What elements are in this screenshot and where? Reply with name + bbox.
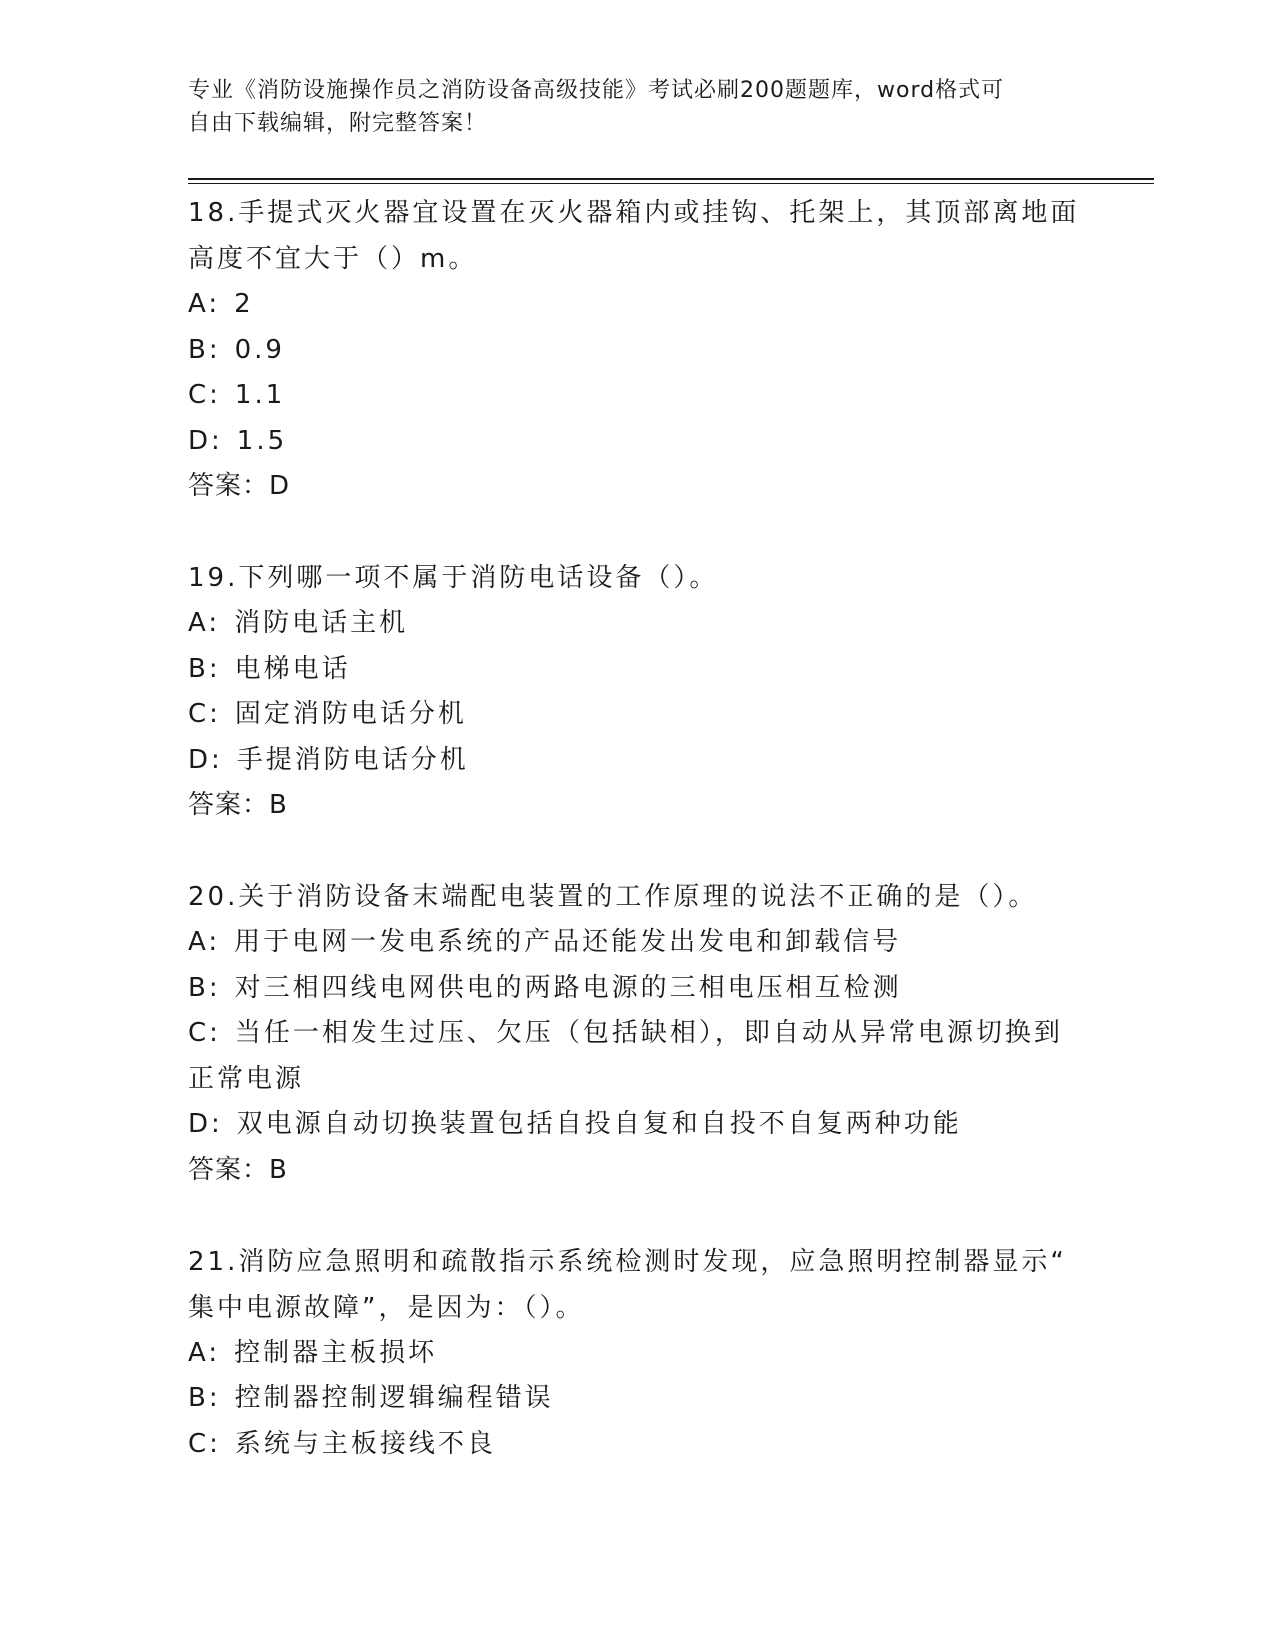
option-text: 电梯电话 — [234, 653, 351, 684]
option-text: 控制器主板损坏 — [234, 1337, 438, 1368]
option-text: 消防电话主机 — [234, 608, 409, 638]
option-key: A: — [188, 289, 221, 319]
option-key: B: — [188, 653, 221, 684]
option-key: C: — [188, 699, 221, 729]
option-a — [188, 920, 1088, 966]
option-c — [188, 373, 1088, 419]
option-c-continued: 正常电源 — [188, 1063, 305, 1094]
question-18 — [188, 190, 1088, 509]
option-c — [188, 1422, 1088, 1468]
header-line-1: 专业《消防设施操作员之消防设备高级技能》考试必刷200题题库，word格式可 — [188, 78, 1005, 103]
option-a — [188, 1331, 1088, 1377]
option-a — [188, 282, 1088, 328]
header-divider-thick — [188, 178, 1154, 180]
answer-text: 答案：B — [188, 1154, 288, 1185]
option-key: C: — [188, 380, 221, 410]
answer-text: 答案：B — [188, 790, 288, 820]
option-key: A: — [188, 608, 221, 638]
option-key: A: — [188, 1337, 221, 1368]
answer-text: 答案：D — [188, 471, 291, 501]
question-text: 21.消防应急照明和疏散指示系统检测时发现，应急照明控制器显示“ — [188, 1246, 1067, 1277]
question-text: 20.关于消防设备末端配电装置的工作原理的说法不正确的是（）。 — [188, 882, 1038, 912]
option-key: C: — [188, 1018, 221, 1048]
option-text: 2 — [234, 289, 254, 319]
option-key: C: — [188, 1428, 221, 1459]
option-key: B: — [188, 972, 221, 1003]
option-key: B: — [188, 334, 221, 365]
header-line-2: 自由下载编辑，附完整答案！ — [188, 111, 488, 136]
option-c — [188, 1011, 1088, 1057]
option-text: 1.1 — [234, 380, 286, 410]
option-text: 双电源自动切换装置包括自投自复和自投不自复两种功能 — [236, 1109, 962, 1139]
option-text: 1.5 — [236, 425, 288, 456]
question-text-continued: 高度不宜大于（）m。 — [188, 244, 478, 274]
document-header — [188, 74, 1068, 140]
option-c — [188, 692, 1088, 738]
question-20 — [188, 874, 1088, 1193]
question-list — [188, 190, 1088, 1513]
question-19 — [188, 555, 1088, 828]
option-text: 用于电网一发电系统的产品还能发出发电和卸载信号 — [234, 927, 902, 957]
option-key: D: — [188, 744, 223, 775]
option-b — [188, 647, 1088, 693]
option-text: 0.9 — [234, 334, 285, 365]
option-key: A: — [188, 927, 221, 957]
option-key: D: — [188, 1109, 223, 1139]
option-d — [188, 1102, 1088, 1148]
header-divider-thin — [188, 183, 1154, 184]
option-b — [188, 1376, 1088, 1422]
option-b — [188, 966, 1088, 1012]
question-text-continued: 集中电源故障”，是因为：（）。 — [188, 1292, 585, 1323]
question-21 — [188, 1239, 1088, 1468]
question-text: 19.下列哪一项不属于消防电话设备（）。 — [188, 563, 719, 593]
option-text: 当任一相发生过压、欠压（包括缺相），即自动从异常电源切换到 — [234, 1018, 1063, 1048]
option-d — [188, 738, 1088, 784]
option-text: 手提消防电话分机 — [236, 744, 469, 775]
option-b — [188, 328, 1088, 374]
option-text: 控制器控制逻辑编程错误 — [234, 1383, 554, 1413]
option-text: 系统与主板接线不良 — [234, 1428, 496, 1459]
option-d — [188, 419, 1088, 465]
question-text: 18.手提式灭火器宜设置在灭火器箱内或挂钩、托架上，其顶部离地面 — [188, 198, 1080, 228]
option-key: B: — [188, 1383, 221, 1413]
option-text: 对三相四线电网供电的两路电源的三相电压相互检测 — [234, 972, 902, 1003]
option-text: 固定消防电话分机 — [234, 699, 467, 729]
option-key: D: — [188, 425, 223, 456]
option-a — [188, 601, 1088, 647]
